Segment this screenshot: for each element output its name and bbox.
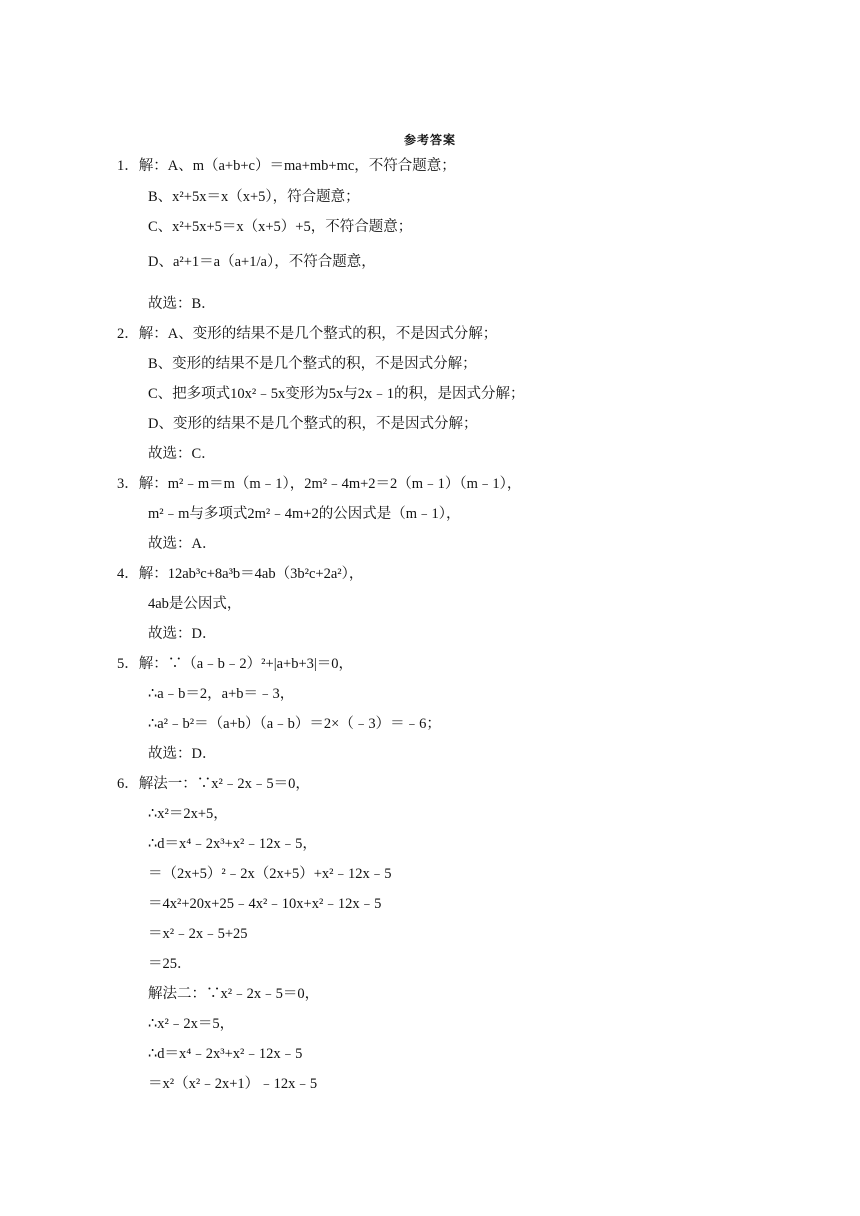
answer-line: ＝x²﹣2x﹣5+25 <box>148 926 248 942</box>
answer-line: 5．解：∵（a﹣b﹣2）²+|a+b+3|＝0， <box>117 656 354 672</box>
answer-line: 故选：B． <box>148 296 216 312</box>
answer-line: ＝4x²+20x+25﹣4x²﹣10x+x²﹣12x﹣5 <box>148 896 382 912</box>
answer-line: 故选：A． <box>148 536 217 552</box>
answer-line: 故选：D． <box>148 626 217 642</box>
answer-line: B、变形的结果不是几个整式的积，不是因式分解； <box>148 356 477 372</box>
page-title: 参考答案 <box>403 133 456 147</box>
answer-line: D、变形的结果不是几个整式的积，不是因式分解； <box>148 416 478 432</box>
answer-line: D、a²+1＝a（a+1/a），不符合题意， <box>148 254 376 270</box>
answer-line: ＝（2x+5）²﹣2x（2x+5）+x²﹣12x﹣5 <box>148 866 392 882</box>
answer-line: ∴a²﹣b²＝（a+b）（a﹣b）＝2×（﹣3）＝﹣6； <box>148 716 441 732</box>
answer-line: 4ab是公因式， <box>148 596 242 612</box>
answer-line: ∴d＝x⁴﹣2x³+x²﹣12x﹣5， <box>148 836 317 852</box>
answer-line: ＝x²（x²﹣2x+1）﹣12x﹣5 <box>148 1076 318 1092</box>
answer-line: B、x²+5x＝x（x+5），符合题意； <box>148 189 360 205</box>
answer-line: m²﹣m与多项式2m²﹣4m+2的公因式是（m﹣1）， <box>148 506 461 522</box>
answer-line: 故选：D． <box>148 746 217 762</box>
answer-line: ∴x²＝2x+5， <box>148 806 228 822</box>
answer-line: 2．解：A、变形的结果不是几个整式的积，不是因式分解； <box>117 326 498 342</box>
answer-line: ＝25． <box>148 956 192 972</box>
answer-line: C、x²+5x+5＝x（x+5）+5，不符合题意； <box>148 219 413 235</box>
answer-line: ∴x²﹣2x＝5， <box>148 1016 235 1032</box>
answer-line: 1．解：A、m（a+b+c）＝ma+mb+mc，不符合题意； <box>117 158 456 174</box>
answer-line: ∴d＝x⁴﹣2x³+x²﹣12x﹣5 <box>148 1046 303 1062</box>
answer-line: 解法二：∵x²﹣2x﹣5＝0， <box>148 986 320 1002</box>
answer-line: ∴a﹣b＝2，a+b＝﹣3， <box>148 686 295 702</box>
answer-line: 4．解：12ab³c+8a³b＝4ab（3b²c+2a²）， <box>117 566 364 582</box>
answer-line: 6．解法一：∵x²﹣2x﹣5＝0， <box>117 776 310 792</box>
answer-line: 故选：C． <box>148 446 216 462</box>
answer-line: 3．解：m²﹣m＝m（m﹣1），2m²﹣4m+2＝2（m﹣1）（m﹣1）， <box>117 476 522 492</box>
answer-line: C、把多项式10x²﹣5x变形为5x与2x﹣1的积，是因式分解； <box>148 386 525 402</box>
